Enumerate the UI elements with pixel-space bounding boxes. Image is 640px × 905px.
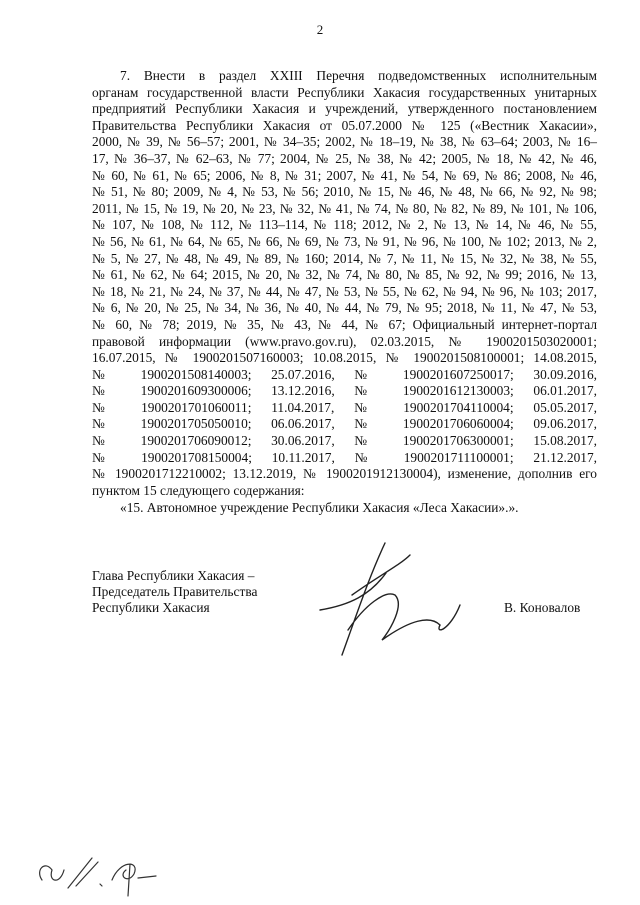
body-line: № 61, № 62, № 64; 2015, № 20, № 32, № 74, № 80, № 85, № 92, № 99; 2016, № 13, (92, 267, 597, 283)
signatory-title-line: Глава Республики Хакасия – (92, 568, 255, 583)
body-line: 16.07.2015, № 1900201507160003; 10.08.2015, № 1900201508100001; 14.08.2015, (92, 350, 597, 366)
signatory-title (92, 568, 257, 616)
signer-name: В. Коновалов (504, 600, 581, 615)
signatory-title-line: Республики Хакасия (92, 600, 210, 615)
body-line: № 56, № 61, № 64, № 65, № 66, № 69, № 73, № 91, № 96, № 100, № 102; 2013, № 2, (92, 233, 597, 249)
body-line: № 107, № 108, № 112, № 113–114, № 118; 2012, № 2, № 13, № 14, № 46, № 55, (92, 217, 597, 233)
body-line: № 6, № 20, № 25, № 34, № 36, № 40, № 44, № 79, № 95; 2018, № 11, № 47, № 53, (92, 300, 597, 316)
amendment-quote: «15. Автономное учреждение Республики Хакасия «Леса Хакасии».». (120, 500, 519, 515)
signatory-title-line: Председатель Правительства (92, 584, 258, 599)
body-line: № 60, № 61, № 65; 2006, № 8, № 31; 2007, № 41, № 54, № 69, № 86; 2008, № 46, (92, 167, 597, 183)
body-paragraph (92, 68, 597, 499)
body-line: № 1900201508140003; 25.07.2016, № 1900201607250017; 30.09.2016, (92, 366, 597, 382)
body-line: № 18, № 21, № 24, № 37, № 44, № 47, № 53, № 55, № 62, № 94, № 96, № 103; 2017, (92, 283, 597, 299)
body-line: № 1900201609300006; 13.12.2016, № 1900201612130003; 06.01.2017, (92, 383, 597, 399)
body-line: пунктом 15 следующего содержания: (92, 482, 305, 498)
handwritten-mark (30, 840, 170, 900)
body-line: № 1900201701060011; 11.04.2017, № 1900201704110004; 05.05.2017, (92, 399, 597, 415)
body-line: № 1900201705050010; 06.06.2017, № 1900201706060004; 09.06.2017, (92, 416, 597, 432)
body-line: 2000, № 39, № 56–57; 2001, № 34–35; 2002, № 18–19, № 38, № 63–64; 2003, № 16– (92, 134, 597, 150)
body-line: органам государственной власти Республики Хакасия государственных унитарных (92, 84, 597, 100)
body-line: № 1900201706090012; 30.06.2017, № 1900201706300001; 15.08.2017, (92, 433, 597, 449)
body-line: 2011, № 15, № 19, № 20, № 23, № 32, № 41, № 74, № 80, № 82, № 89, № 101, № 106, (92, 200, 597, 216)
body-line: правовой информации (www.pravo.gov.ru), 02.03.2015, № 1900201503020001; (92, 333, 597, 349)
handwritten-signature (290, 535, 490, 665)
body-line: предприятий Республики Хакасия и учреждений, утвержденного постановлением (92, 101, 597, 117)
body-line: № 1900201712210002; 13.12.2019, № 1900201912130004), изменение, дополнив его (92, 466, 597, 482)
page-number: 2 (316, 22, 324, 37)
body-line: № 5, № 27, № 48, № 49, № 89, № 160; 2014, № 7, № 11, № 15, № 32, № 38, № 55, (92, 250, 597, 266)
body-line: № 60, № 78; 2019, № 35, № 43, № 44, № 67; Официальный интернет-портал (92, 316, 597, 332)
body-line: 7. Внести в раздел XXIII Перечня подведомственных исполнительным (120, 68, 597, 83)
body-line: Правительства Республики Хакасия от 05.07.2000 № 125 («Вестник Хакасии», (92, 117, 597, 133)
body-line: 17, № 36–37, № 62–63, № 77; 2004, № 25, № 38, № 42; 2005, № 18, № 42, № 46, (92, 150, 597, 166)
body-line: № 1900201708150004; 10.11.2017, № 1900201711100001; 21.12.2017, (92, 449, 597, 465)
body-line: № 51, № 80; 2009, № 4, № 53, № 56; 2010, № 15, № 46, № 48, № 66, № 92, № 98; (92, 184, 597, 200)
